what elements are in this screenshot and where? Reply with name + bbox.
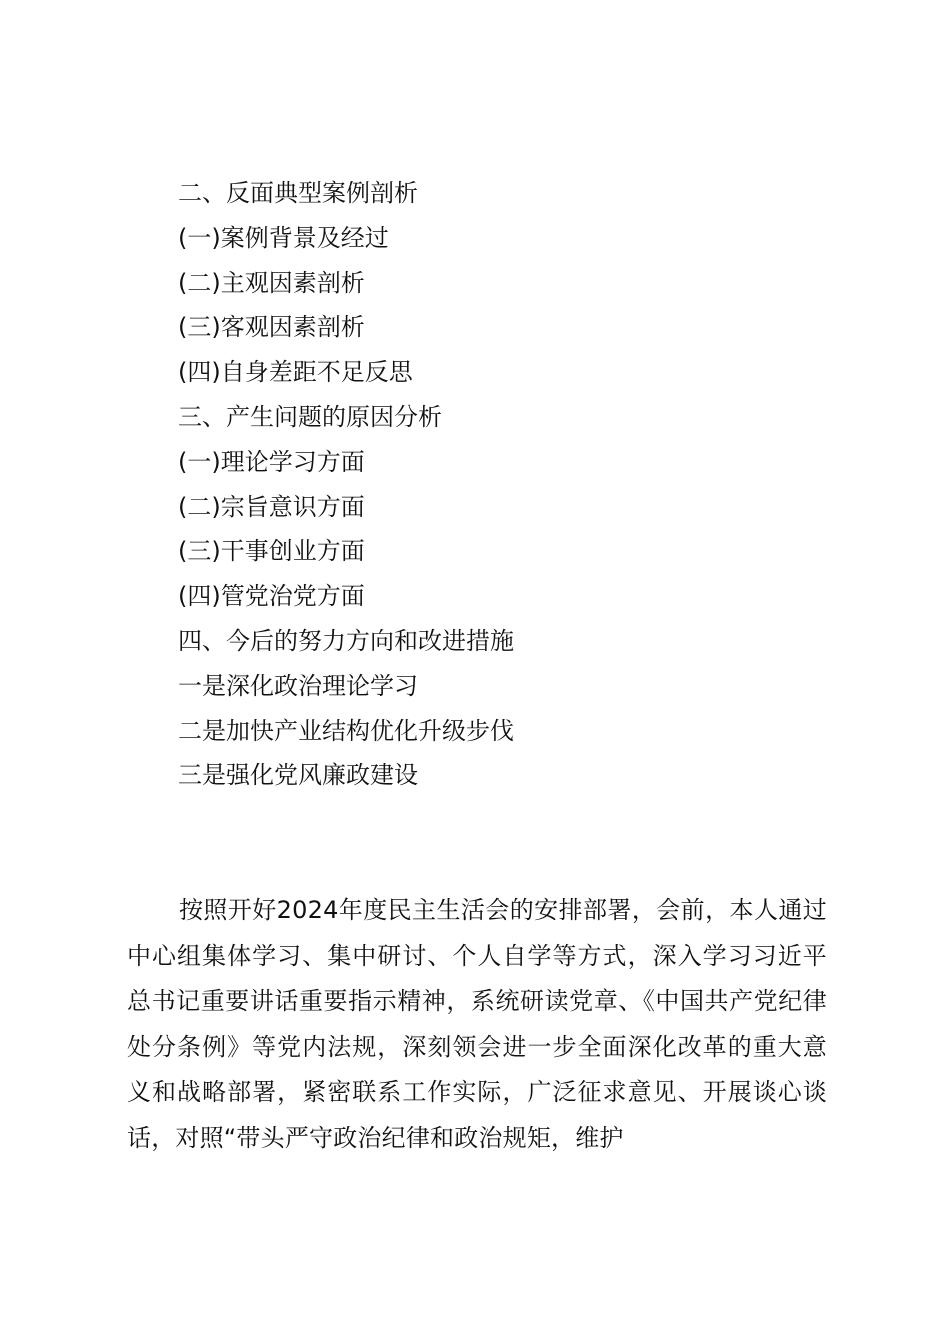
outline-heading-3: 三、产生问题的原因分析 — [178, 402, 442, 431]
outline-item: 三是强化党风廉政建设 — [178, 761, 418, 790]
outline-item: (一)案例背景及经过 — [178, 223, 389, 252]
outline-item: (二)主观因素剖析 — [178, 268, 365, 297]
outline-item: (四)自身差距不足反思 — [178, 358, 413, 387]
outline-item: 一是深化政治理论学习 — [178, 671, 418, 700]
document-outline — [178, 171, 898, 798]
outline-heading-2: 二、反面典型案例剖析 — [178, 179, 418, 207]
outline-item: 二是加快产业结构优化升级步伐 — [178, 716, 514, 745]
outline-item: (二)宗旨意识方面 — [178, 492, 365, 521]
outline-heading-4: 四、今后的努力方向和改进措施 — [178, 626, 514, 655]
outline-item: (三)干事创业方面 — [178, 537, 365, 566]
outline-item: (四)管党治党方面 — [178, 582, 365, 611]
body-paragraph: 按照开好2024年度民主生活会的安排部署，会前，本人通过中心组集体学习、集中研讨、个人自学等方式，深入学习习近平总书记重要讲话重要指示精神，系统研读党章、《中国共产党纪律处分条例》等党内法规，深刻领会进一步全面深化改革的重大意义和战略部署，紧密联系工作实际，广泛征求意见、开展谈心谈话，对照“带头严守政治纪律和政治规矩，维护 — [127, 896, 827, 1152]
outline-item: (三)客观因素剖析 — [178, 313, 365, 342]
outline-item: (一)理论学习方面 — [178, 447, 365, 476]
